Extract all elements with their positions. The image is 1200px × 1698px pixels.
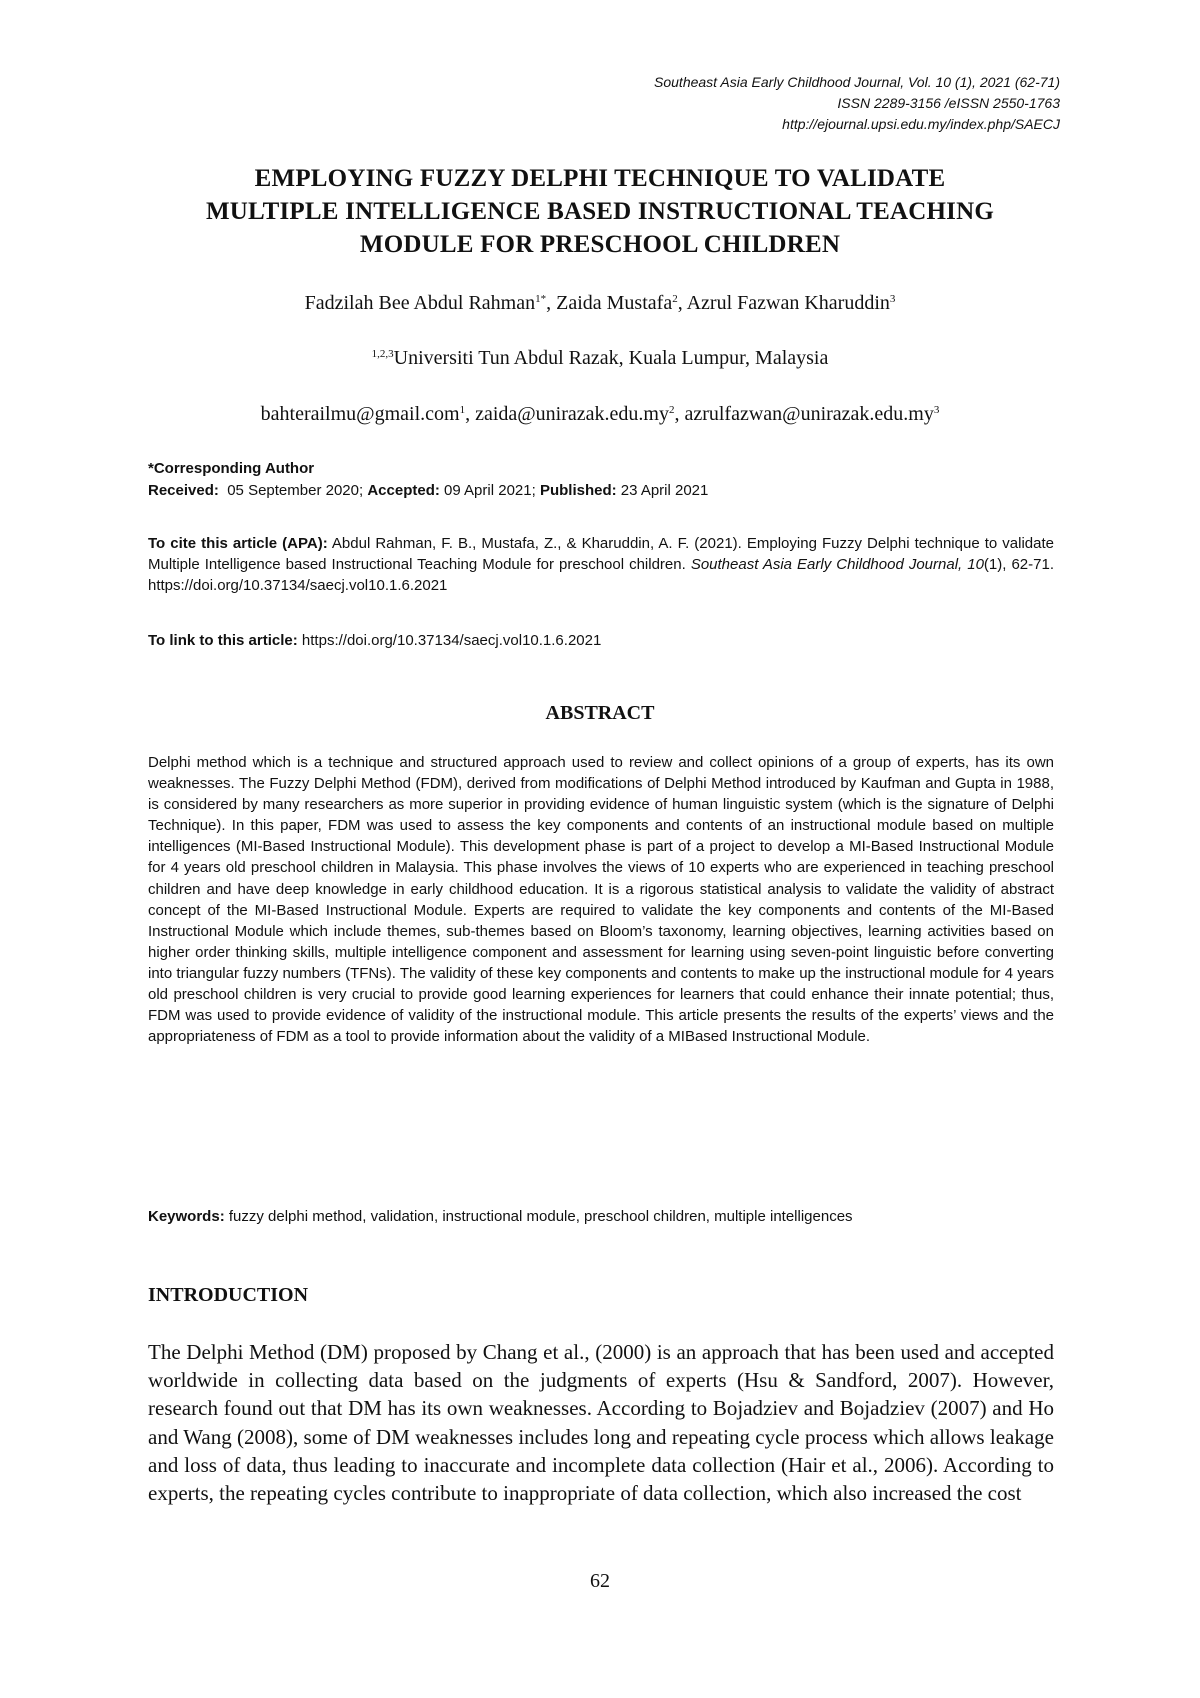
cite-label: To cite this article (APA): <box>148 535 328 552</box>
keywords-label: Keywords: <box>148 1208 225 1225</box>
author-emails: bahterailmu@gmail.com$^1$, $zaida@unirazak.edu.my^2$, $azrulfazwan@unirazak.edu.my^3$ <box>260 403 940 425</box>
citation-block <box>148 533 1054 596</box>
publication-dates <box>148 480 1054 501</box>
author-3-affil: 3 <box>889 293 896 305</box>
journal-header <box>654 72 1060 135</box>
abstract-body: Delphi method which is a technique and structured approach used to review and collect opinions of a group of experts, has its own weaknesses. The Fuzzy Delphi Method (FDM), derived from modifications of Delphi Method introduced by Kaufman and Gupta in 1988, is considered by many researchers as more superior in providing evidence of human linguistic system (which is the signature of Delphi Technique). In this paper, FDM was used to assess the key components and contents of an instructional module based on multiple intelligences (MI-Based Instructional Module). This development phase is part of a project to develop a MI-Based Instructional Module for 4 years old preschool children in Malaysia. This phase involves the views of 10 experts who are experienced in teaching preschool children and have deep knowledge in early childhood education. It is a rigorous statistical analysis to validate the validity of abstract concept of the MI-Based Instructional Module. Experts are required to validate the key components and contents of the MI-Based Instructional Module which include themes, sub-themes based on Bloom’s taxonomy, learning objectives, learning activities based on higher order thinking skills, multiple intelligence component and assessment for learning using seven-point linguistic before converting into triangular fuzzy numbers (TFNs). The validity of these key components and contents to make up the instructional module for 4 years old preschool children is very crucial to provide good learning experiences for learners that could enhance their innate potential; thus, FDM was used to provide evidence of validity of the instructional module. This article presents the results of the experts’ views and the appropriateness of FDM as a tool to provide information about the validity of a MIBased Instructional Module. <box>148 754 1054 1046</box>
email-2-marker: 2 <box>668 404 675 416</box>
corresponding-author-note: *Corresponding Author <box>148 460 315 477</box>
email-1-marker: 1 <box>459 404 466 416</box>
author-1-affil: 1* <box>535 293 547 305</box>
accepted-label: Accepted: <box>367 482 440 499</box>
affiliation-text: Universiti Tun Abdul Razak, Kuala Lumpur, Malaysia <box>393 347 829 369</box>
email-2[interactable]: zaida@unirazak.edu.my <box>475 403 669 425</box>
page-number: 62 <box>590 1570 610 1592</box>
author-2: Zaida Mustafa <box>556 292 673 314</box>
author-3: Azrul Fazwan Kharuddin <box>686 292 890 314</box>
cite-journal: Southeast Asia Early Childhood Journal, 10 <box>690 556 984 573</box>
journal-citation: Southeast Asia Early Childhood Journal, Vol. 10 (1), 2021 (62-71) <box>654 74 1060 90</box>
introduction-body: The Delphi Method (DM) proposed by Chang et al., (2000) is an approach that has been used and accepted worldwide in collecting data based on the judgments of experts (Hsu & Sandford, 2007). However, research found out that DM has its own weaknesses. According to Bojadziev and Bojadziev (2007) and Ho and Wang (2008), some of DM weaknesses includes long and repeating cycle process which allows leakage and loss of data, thus leading to inaccurate and incomplete data collection (Hair et al., 2006). According to experts, the repeating cycles contribute to inappropriate of data collection, which also increased the cost <box>148 1340 1054 1506</box>
doi-link[interactable]: https://doi.org/10.37134/saecj.vol10.1.6.2021 <box>301 632 602 649</box>
journal-url[interactable]: http://ejournal.upsi.edu.my/index.php/SAECJ <box>782 116 1060 132</box>
journal-issn: ISSN 2289-3156 /eISSN 2550-1763 <box>837 95 1060 111</box>
author-2-affil: 2 <box>672 293 678 305</box>
article-link <box>148 630 1054 651</box>
keywords-text: fuzzy delphi method, validation, instructional module, preschool children, multiple intelligences <box>228 1208 853 1225</box>
published-date: 23 April 2021 <box>620 482 709 499</box>
email-3[interactable]: azrulfazwan@unirazak.edu.my <box>684 403 934 425</box>
title-line-2: MULTIPLE INTELLIGENCE BASED INSTRUCTIONAL TEACHING <box>206 198 994 225</box>
accepted-date: 09 April 2021; <box>444 482 536 499</box>
keywords <box>148 1206 1054 1227</box>
author-1: Fadzilah Bee Abdul Rahman <box>304 292 536 314</box>
paper-title <box>148 162 1052 261</box>
received-date: 05 September 2020; <box>227 482 364 499</box>
title-line-3: MODULE FOR PRESCHOOL CHILDREN <box>359 231 841 258</box>
abstract-heading: ABSTRACT <box>545 702 655 724</box>
title-line-1: EMPLOYING FUZZY DELPHI TECHNIQUE TO VALIDATE <box>254 165 946 192</box>
cite-text: Abdul Rahman, F. B., Mustafa, Z., & Kharuddin, A. F. (2021). Employing Fuzzy Delphi technique to validate Multiple Intelligence based Instructional Teaching Module for preschool children. <box>148 535 1054 573</box>
introduction-heading: INTRODUCTION <box>148 1284 309 1306</box>
affiliation-markers: 1,2,3 <box>371 348 394 360</box>
email-3-marker: 3 <box>933 404 940 416</box>
published-label: Published: <box>539 482 617 499</box>
affiliation <box>148 345 1052 371</box>
email-1[interactable]: bahterailmu@gmail.com <box>260 403 460 425</box>
cite-text-tail: (1), 62-71. https://doi.org/10.37134/saecj.vol10.1.6.2021 <box>148 556 1054 594</box>
received-label: Received: <box>148 482 219 499</box>
author-list: Fadzilah Bee Abdul Rahman$^{1*}$, Zaida Mustafa$^2$, Azrul Fazwan Kharuddin$^3$ <box>304 292 896 314</box>
link-label: To link to this article: <box>148 632 298 649</box>
